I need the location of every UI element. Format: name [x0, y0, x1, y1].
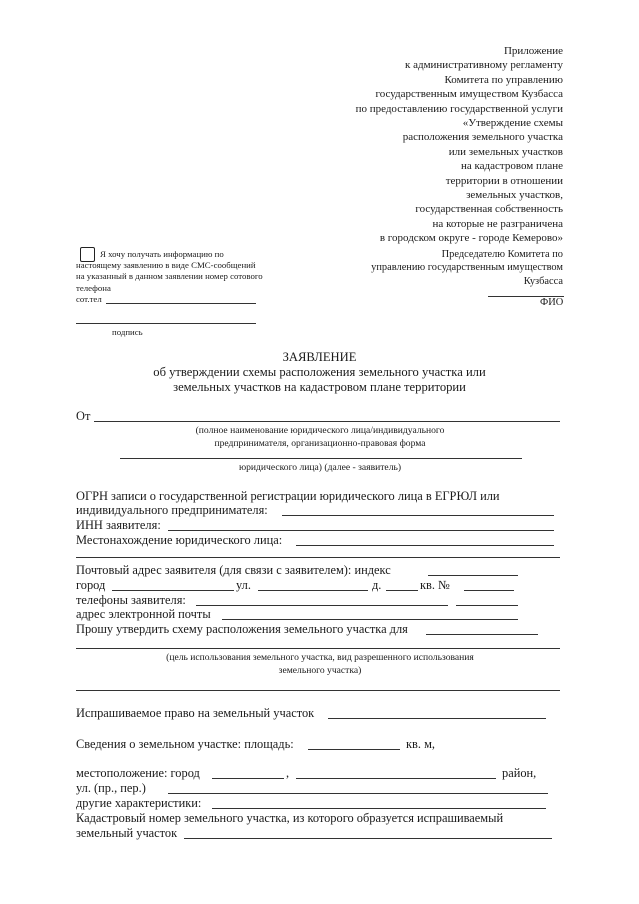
purpose-hint-line: земельного участка)	[278, 665, 362, 676]
sms-line: настоящему заявлению в виде СМС-сообщений	[76, 260, 256, 271]
appendix-line: на которые не разграничена	[432, 217, 563, 230]
apt-label: кв. №	[420, 578, 450, 592]
appendix-line: территории в отношении	[445, 174, 563, 187]
appendix-line: «Утверждение схемы	[462, 117, 563, 130]
appendix-line: Комитета по управлению	[444, 73, 563, 86]
phone-field[interactable]	[106, 303, 256, 304]
inn-label: ИНН заявителя:	[76, 518, 161, 532]
cadastral-field[interactable]	[184, 838, 552, 839]
location-field[interactable]	[296, 545, 554, 546]
appendix-line: по предоставлению государственной услуги	[355, 102, 563, 115]
purpose-hint	[100, 651, 540, 677]
phones-field-2[interactable]	[456, 605, 518, 606]
postal-label: Почтовый адрес заявителя (для связи с заявителем): индекс	[76, 563, 391, 577]
purpose-field-2[interactable]	[76, 690, 560, 691]
right-label: Испрашиваемое право на земельный участок	[76, 706, 315, 720]
purpose-field[interactable]	[76, 648, 560, 649]
signature-label: подпись	[112, 327, 143, 337]
appendix-line: на кадастровом плане	[460, 160, 563, 173]
title-sub: земельных участков на кадастровом плане территории	[173, 380, 466, 394]
sms-line: Я хочу получать информацию по	[100, 249, 224, 259]
from-hint	[150, 424, 490, 450]
sms-line: на указанный в данном заявлении номер сотового	[76, 271, 263, 282]
apt-field[interactable]	[464, 590, 514, 591]
district-field[interactable]	[296, 778, 496, 779]
cadastral-label-2: земельный участок	[76, 826, 178, 840]
city-label: город	[76, 578, 106, 592]
addressee-line: Кузбасса	[523, 275, 563, 287]
inn-field[interactable]	[168, 530, 554, 531]
other-field[interactable]	[212, 808, 546, 809]
phone-label: сот.тел	[76, 294, 102, 304]
addressee-line: управлению государственным имуществом	[371, 262, 563, 274]
appendix-line: государственным имуществом Кузбасса	[375, 88, 563, 101]
appendix-line: государственная собственность	[415, 203, 563, 216]
street-field[interactable]	[258, 590, 368, 591]
phones-label: телефоны заявителя:	[76, 593, 186, 607]
sms-consent-text	[76, 249, 286, 294]
from-hint-line: (полное наименование юридического лица/индивидуального	[195, 425, 445, 436]
comma-label: ,	[286, 766, 290, 780]
street2-label: ул. (пр., пер.)	[76, 781, 146, 795]
area-label: Сведения о земельном участке: площадь:	[76, 737, 294, 751]
appendix-line: к административному регламенту	[405, 59, 563, 72]
house-label: д.	[372, 578, 382, 592]
ogrn-field[interactable]	[282, 515, 554, 516]
sms-line: телефона	[76, 282, 111, 293]
approve-field[interactable]	[426, 634, 538, 635]
appendix-line: расположения земельного участка	[402, 131, 563, 144]
signature-line[interactable]	[76, 323, 256, 324]
loc-city-label: местоположение: город	[76, 766, 200, 780]
location-field-2[interactable]	[76, 557, 560, 558]
from-hint-line: предпринимателя, организационно-правовая форма	[214, 438, 426, 449]
email-field[interactable]	[222, 619, 518, 620]
street-label: ул.	[236, 578, 251, 592]
street2-field[interactable]	[168, 793, 548, 794]
fio-label: ФИО	[540, 297, 564, 308]
from-field[interactable]	[94, 421, 560, 422]
approve-label: Прошу утвердить схему расположения земельного участка для	[76, 622, 408, 636]
appendix-line: земельных участков,	[466, 189, 563, 202]
phones-field[interactable]	[196, 605, 448, 606]
right-field[interactable]	[328, 718, 546, 719]
appendix-header	[263, 44, 563, 246]
district-label: район,	[502, 766, 537, 780]
city-field[interactable]	[112, 590, 234, 591]
title-sub: об утверждении схемы расположения земельного участка или	[153, 365, 486, 379]
ogrn-label: ОГРН записи о государственной регистрации юридического лица в ЕГРЮЛ или	[76, 489, 500, 503]
location-label: Местонахождение юридического лица:	[76, 533, 283, 547]
appendix-line: Приложение	[503, 45, 563, 57]
from-label: От	[76, 409, 91, 423]
ogrn-label-2: индивидуального предпринимателя:	[76, 503, 268, 517]
from-field-2[interactable]	[120, 458, 522, 459]
addressee-block	[303, 248, 563, 288]
title-main: ЗАЯВЛЕНИЕ	[282, 350, 357, 364]
postal-index-field[interactable]	[428, 575, 518, 576]
sqm-label: кв. м,	[406, 737, 436, 751]
document-title	[0, 350, 639, 395]
area-field[interactable]	[308, 749, 400, 750]
other-label: другие характеристики:	[76, 796, 202, 810]
email-label: адрес электронной почты	[76, 607, 211, 621]
addressee-line: Председателю Комитета по	[441, 249, 563, 260]
appendix-line: в городском округе - городе Кемерово»	[379, 232, 563, 245]
from-hint-3: юридического лица) (далее - заявитель)	[238, 462, 402, 473]
appendix-line: или земельных участков	[448, 145, 563, 158]
loc-city-field[interactable]	[212, 778, 284, 779]
house-field[interactable]	[386, 590, 418, 591]
purpose-hint-line: (цель использования земельного участка, вид разрешенного использования	[166, 652, 474, 663]
cadastral-label: Кадастровый номер земельного участка, из которого образуется испрашиваемый	[76, 811, 504, 825]
